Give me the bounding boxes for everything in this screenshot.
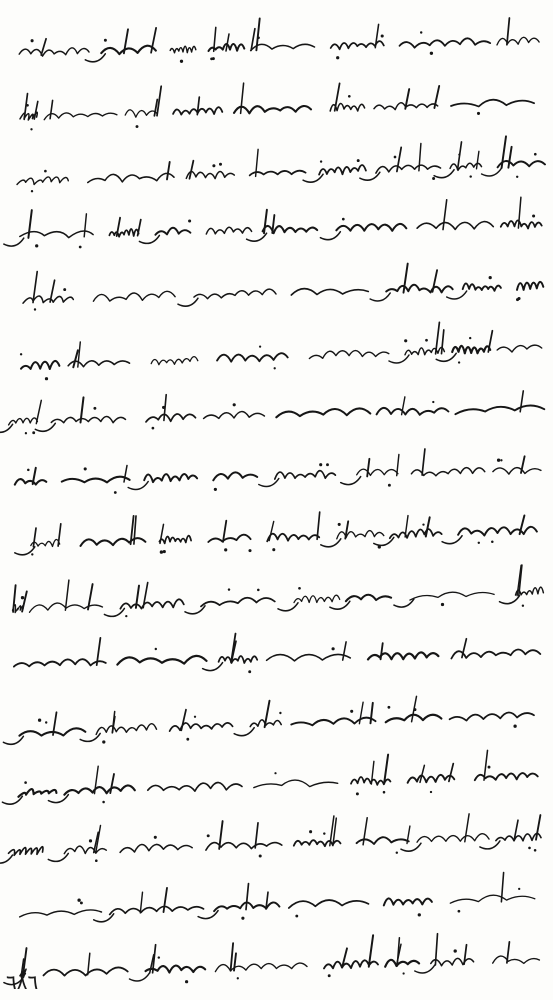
manuscript-line <box>23 264 543 311</box>
manuscript-line <box>0 391 544 434</box>
manuscript-line <box>2 750 537 804</box>
manuscript-line <box>14 634 540 674</box>
manuscript-line <box>13 565 544 617</box>
page-number: ٦٨٦ <box>6 970 39 994</box>
manuscript-line <box>20 83 534 130</box>
manuscript-line <box>3 696 534 744</box>
manuscript-line <box>0 814 541 863</box>
manuscript-line <box>19 18 539 63</box>
manuscript-line <box>20 322 542 380</box>
manuscript-line <box>17 136 545 192</box>
manuscript-line <box>15 512 537 555</box>
manuscript-line <box>4 934 540 985</box>
manuscript-line <box>4 197 542 248</box>
manuscript-line <box>15 449 541 494</box>
manuscript-line <box>20 873 535 922</box>
